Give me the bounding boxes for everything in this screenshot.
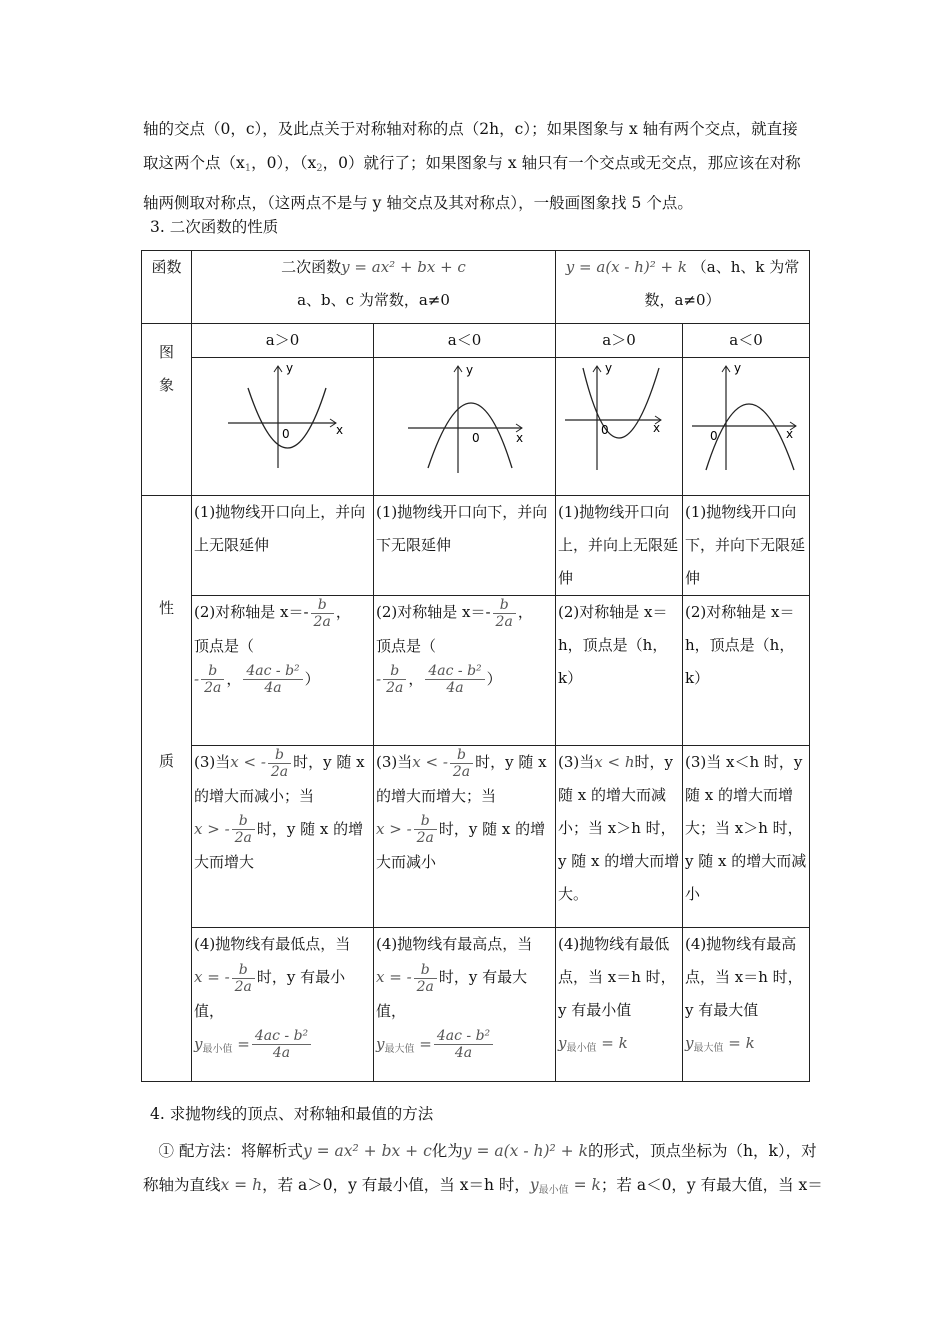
svg-text:0: 0 [471,431,480,445]
prop2-cell-3: (2)对称轴是 x＝h，顶点是（h，k） [556,596,683,746]
svg-text:0: 0 [281,427,290,441]
condition-row [142,324,810,358]
header-function-label: 函数 [142,251,192,324]
prop3-cell-2: (3)当x < - $\frac{b}{2a}$ 时，y 随 x 的增大而增大；当 x > - $\frac{b}{2a}$ 时，y 随 x 的增大而减小 [374,746,556,928]
graph-cell-3 [556,358,683,496]
cond-a-positive-2: a＞0 [556,324,683,358]
svg-text:0: 0 [710,429,718,443]
svg-text:x: x [335,423,343,437]
prop2-cell-1: (2)对称轴是 x＝- $\frac{b}{2a}$ ， 顶点是（ - $\frac{b}{2a}$ ， $\frac{\text{4ac - b²}}{4a}$ ） [192,596,374,746]
prop1-cell-2: (1)抛物线开口向下，并向下无限延伸 [374,496,556,596]
svg-text:y: y [605,361,613,375]
parabola-up-graph-1 [218,358,348,478]
graph-row [142,358,810,496]
section-4-title: 4. 求抛物线的顶点、对称轴和最值的方法 [150,1105,434,1123]
cond-a-positive-1: a＞0 [192,324,374,358]
prop4-cell-3: (4)抛物线有最低点，当 x＝h 时，y 有最小值 $y_{最小值} = k$ [556,928,683,1082]
cond-a-negative-1: a＜0 [374,324,556,358]
intro-paragraph [143,112,811,220]
row-label-graph: 图 象 [142,324,192,496]
property-row-1 [142,496,810,596]
prop1-cell-1: (1)抛物线开口向上，并向上无限延伸 [192,496,374,596]
parabola-down-graph-2 [686,358,806,478]
property-row-2 [142,596,810,746]
quadratic-properties-table [141,250,810,1082]
svg-text:x: x [653,421,661,435]
prop3-cell-4: (3)当 x＜h 时，y 随 x 的增大而增大；当 x＞h 时，y 随 x 的增大而减小 [683,746,810,928]
section-4-line-2: 称轴为直线x = h，若 a＞0，y 有最小值，当 x＝h 时，$y_{最小值} = k$；若 a＜0，y 有最大值，当 x＝ [143,1176,823,1196]
graph-cell-1 [192,358,374,496]
prop1-cell-3: (1)抛物线开口向上，并向上无限延伸 [556,496,683,596]
graph-cell-2 [374,358,556,496]
header-general-form: 二次函数y = ax² + bx + c a、b、c 为常数，a≠0 [192,251,556,324]
property-row-4 [142,928,810,1082]
property-row-3 [142,746,810,928]
table-header-row [142,251,810,324]
svg-text:y: y [465,363,473,377]
intro-line-3: 轴两侧取对称点，（这两点不是与 y 轴交点及其对称点），一般画图象找 5 个点。 [143,194,693,212]
prop3-cell-1: (3)当x < - $\frac{b}{2a}$ 时，y 随 x 的增大而减小；当 x > - $\frac{b}{2a}$ 时，y 随 x 的增大而增大 [192,746,374,928]
parabola-up-graph-2 [559,358,679,478]
svg-text:y: y [285,361,293,375]
svg-text:y: y [734,361,742,375]
prop4-cell-1: (4)抛物线有最低点，当 x = - $\frac{b}{2a}$ 时，y 有最小值， $y_{最小值}$ = $\frac{\text{4ac - b²}}{4a}$ [192,928,374,1082]
prop2-cell-4: (2)对称轴是 x＝h，顶点是（h，k） [683,596,810,746]
prop4-cell-2: (4)抛物线有最高点，当 x = - $\frac{b}{2a}$ 时，y 有最大值， $y_{最大值}$ = $\frac{\text{4ac - b²}}{4a}$ [374,928,556,1082]
section-3-title: 3. 二次函数的性质 [150,218,279,236]
prop3-cell-3: (3)当x < h时，y 随 x 的增大而减小；当 x＞h 时，y 随 x 的增大而增大。 [556,746,683,928]
header-vertex-form: y = a(x - h)² + k （a、h、k 为常 数，a≠0） [556,251,810,324]
intro-line-1: 轴的交点（0，c），及此点关于对称轴对称的点（2h，c）；如果图象与 x 轴有两个交点，就直接 [143,120,798,138]
svg-text:x: x [515,431,523,445]
prop4-cell-4: (4)抛物线有最高点，当 x＝h 时，y 有最大值 $y_{最大值} = k$ [683,928,810,1082]
section-4-line-1: ① 配方法：将解析式y = ax² + bx + c化为y = a(x - h)² + k的形式，顶点坐标为（h，k），对 [158,1142,817,1160]
row-label-properties: 性 质 [142,496,192,1082]
prop1-cell-4: (1)抛物线开口向下，并向下无限延伸 [683,496,810,596]
svg-text:0: 0 [601,423,609,437]
prop2-cell-2: (2)对称轴是 x＝- $\frac{b}{2a}$ ， 顶点是（ - $\frac{b}{2a}$ ， $\frac{\text{4ac - b²}}{4a}$ ） [374,596,556,746]
intro-line-2: 取这两个点（$x_1$，0），（$x_2$，0）就行了；如果图象与 x 轴只有一个交点或无交点，那应该在对称 [143,154,801,174]
svg-text:x: x [786,427,794,441]
section-4-paragraph [143,1134,823,1208]
graph-cell-4 [683,358,810,496]
parabola-down-graph-1 [400,358,530,478]
cond-a-negative-2: a＜0 [683,324,810,358]
